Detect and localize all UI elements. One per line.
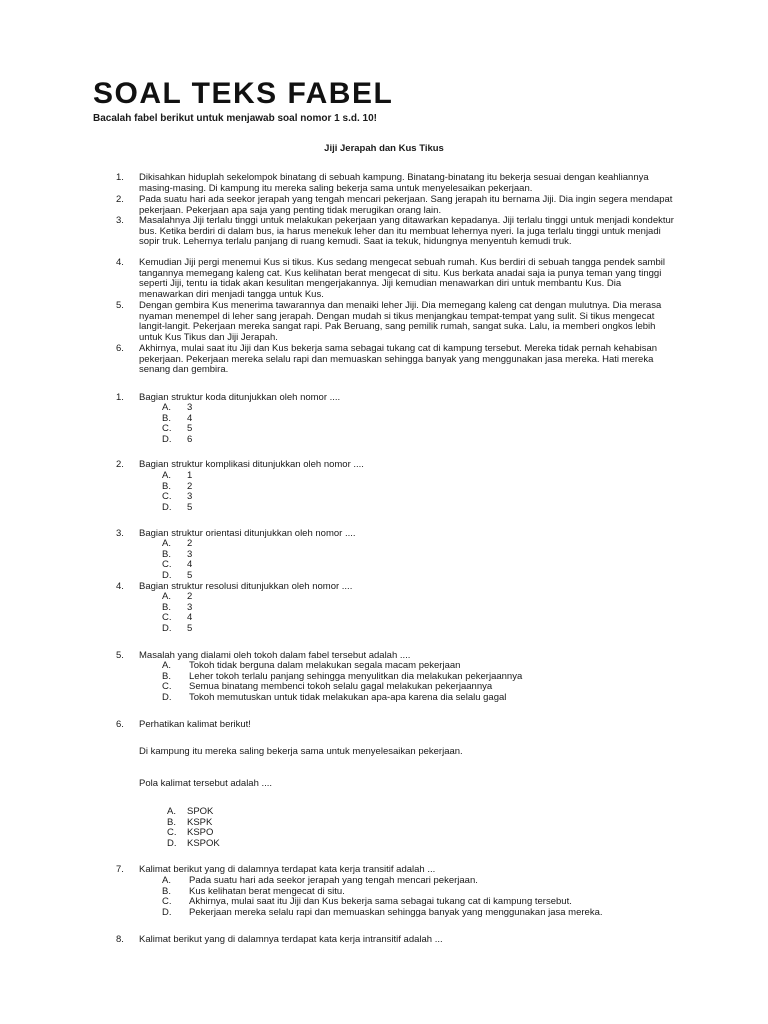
story-paragraph bbox=[116, 258, 676, 301]
option-text: Pekerjaan mereka selalu rapi dan memuaskan sehingga banyak yang menggunakan jasa mereka. bbox=[189, 907, 603, 919]
option bbox=[162, 908, 603, 919]
question-number: 8. bbox=[116, 934, 124, 945]
option-letter: C. bbox=[162, 423, 172, 435]
question bbox=[116, 529, 356, 540]
question-number: 5. bbox=[116, 650, 124, 661]
option bbox=[162, 624, 192, 635]
paragraph-number: 4. bbox=[116, 257, 124, 268]
option-text: 5 bbox=[187, 502, 193, 514]
option-letter: A. bbox=[162, 470, 171, 481]
paragraph-text: Kemudian Jiji pergi menemui Kus si tikus. Kus sedang mengecat sebuah rumah. Kus berdiri di sebuah tangga pendek sambil tangannya memegang kaleng cat. Kus kelihatan berat mengecat di situ. Kus berkata anadai saja ia punya teman yang tinggi seperti Jiji, tentu ia tidak akan kesulitan mengerjakannya. Jiji kemudian menawarkan diri untuk membantu Kus. Dia menawarkan diri menjadi tangga untuk Kus. bbox=[139, 257, 665, 301]
option-text: 5 bbox=[187, 423, 193, 435]
option-text: 4 bbox=[187, 559, 193, 571]
question-text: Masalah yang dialami oleh tokoh dalam fabel tersebut adalah .... bbox=[139, 650, 411, 661]
paragraph-text: Pada suatu hari ada seekor jerapah yang tengah mencari pekerjaan. Sang jerapah itu bernama Jiji. Dia ingin segera mendapat pekerjaan. Pekerjaan apa saja yang penting tidak merugikan orang lain. bbox=[139, 194, 673, 216]
question-text: Perhatikan kalimat berikut! bbox=[139, 719, 251, 730]
option-text: KSPOK bbox=[187, 838, 220, 850]
option-letter: A. bbox=[162, 591, 171, 602]
option-list bbox=[162, 876, 603, 919]
option-letter: C. bbox=[162, 896, 172, 908]
question-text: Kalimat berikut yang di dalamnya terdapat kata kerja transitif adalah ... bbox=[139, 864, 436, 875]
question bbox=[116, 460, 364, 471]
option-letter: C. bbox=[162, 559, 172, 571]
paragraph-number: 1. bbox=[116, 172, 124, 183]
option-text: Akhirnya, mulai saat itu Jiji dan Kus bekerja sama sebagai tukang cat di kampung tersebut. bbox=[189, 896, 572, 908]
story-paragraph bbox=[116, 301, 676, 344]
question-text: Bagian struktur orientasi ditunjukkan oleh nomor .... bbox=[139, 528, 356, 539]
option-list bbox=[162, 592, 192, 635]
option-text: 1 bbox=[187, 470, 193, 481]
page-title: SOAL TEKS FABEL bbox=[93, 77, 394, 110]
option-letter: D. bbox=[162, 623, 172, 635]
option bbox=[167, 839, 220, 850]
example-sentence: Di kampung itu mereka saling bekerja sama untuk menyelesaikan pekerjaan. bbox=[139, 746, 463, 757]
story-paragraph bbox=[116, 195, 676, 216]
option-text: 3 bbox=[187, 548, 193, 560]
option-list bbox=[162, 403, 192, 446]
option-text: 2 bbox=[187, 480, 193, 492]
option-text: 4 bbox=[187, 612, 193, 624]
option-letter: B. bbox=[162, 670, 171, 682]
option-text: 5 bbox=[187, 623, 193, 635]
option-letter: D. bbox=[162, 570, 172, 582]
option-list bbox=[162, 661, 522, 704]
option-letter: D. bbox=[162, 502, 172, 514]
option-text: 3 bbox=[187, 491, 193, 503]
story-paragraph bbox=[116, 344, 676, 376]
option-letter: A. bbox=[167, 806, 176, 817]
option-list bbox=[162, 471, 192, 514]
option-text: Semua binatang membenci tokoh selalu gagal melakukan pekerjaannya bbox=[189, 681, 493, 693]
question bbox=[116, 720, 251, 731]
question-number: 6. bbox=[116, 719, 124, 730]
option bbox=[162, 435, 192, 446]
paragraph-text: Dikisahkan hiduplah sekelompok binatang di sebuah kampung. Binatang-binatang itu bekerja sesuai dengan keahliannya masing-masing. Di kampung itu mereka saling bekerja sama untuk menyelesaikan pekerjaan. bbox=[139, 172, 649, 194]
option-list bbox=[162, 539, 192, 582]
question-text: Bagian struktur komplikasi ditunjukkan oleh nomor .... bbox=[139, 459, 364, 470]
option-letter: D. bbox=[162, 907, 172, 919]
option-letter: B. bbox=[162, 601, 171, 613]
question bbox=[116, 582, 352, 593]
paragraph-number: 6. bbox=[116, 343, 124, 354]
option-letter: A. bbox=[162, 402, 171, 413]
option-letter: D. bbox=[162, 434, 172, 446]
paragraph-text: Dengan gembira Kus menerima tawarannya dan menaiki leher Jiji. Dia memegang kaleng cat dengan mulutnya. Dia merasa nyaman menempel di leher sang jerapah. Dengan mudah si tikus menjangkau tempat-tempat yang sulit. Si tikus mengecat langit-langit. Pekerjaan mereka sangat rapi. Pak Beruang, sang pemilik rumah, sangat suka. Lalu, ia memberi ongkos lebih untuk Kus Tikus dan Jiji Jerapah. bbox=[139, 300, 662, 344]
paragraph-text: Akhirnya, mulai saat itu Jiji dan Kus bekerja sama sebagai tukang cat di kampung tersebut. Mereka tidak pernah kehabisan pekerjaan. Pekerjaan mereka selalu rapi dan memuaskan sehingga banyak yang menggunakan jasa mereka. Hati mereka senang dan gembira. bbox=[139, 343, 658, 376]
question-number: 7. bbox=[116, 864, 124, 875]
question-number: 1. bbox=[116, 392, 124, 403]
option-text: 6 bbox=[187, 434, 193, 446]
option-text: KSPK bbox=[187, 816, 213, 828]
option-text: KSPO bbox=[187, 827, 214, 839]
option-letter: B. bbox=[162, 548, 171, 560]
option-letter: C. bbox=[162, 681, 172, 693]
option-text: Kus kelihatan berat mengecat di situ. bbox=[189, 885, 345, 897]
option-letter: B. bbox=[162, 885, 171, 897]
question-text: Bagian struktur koda ditunjukkan oleh nomor .... bbox=[139, 392, 341, 403]
option-letter: C. bbox=[162, 612, 172, 624]
option-text: Pada suatu hari ada seekor jerapah yang tengah mencari pekerjaan. bbox=[189, 875, 478, 886]
story-paragraph bbox=[116, 216, 676, 248]
option-text: 5 bbox=[187, 570, 193, 582]
option-text: 4 bbox=[187, 412, 193, 424]
paragraph-number: 3. bbox=[116, 215, 124, 226]
question-number: 3. bbox=[116, 528, 124, 539]
question-number: 2. bbox=[116, 459, 124, 470]
paragraph-text: Masalahnya Jiji terlalu tinggi untuk melakukan pekerjaan yang ditawarkan kepadanya. Jiji terlalu tinggi untuk menjadi kondektur bus. Ketika berdiri di dalam bus, ia harus menekuk leher dan itu membuat lehernya nyeri. Ia juga terlalu tinggi untuk menjadi sopir truk. Lehernya terlalu panjang di ruang kemudi. Saat ia tekuk, hidungnya menyentuh kemudi truk. bbox=[139, 215, 674, 248]
option-letter: B. bbox=[162, 412, 171, 424]
paragraph-number: 5. bbox=[116, 300, 124, 311]
question-prompt: Pola kalimat tersebut adalah .... bbox=[139, 778, 273, 789]
option-text: Tokoh memutuskan untuk tidak melakukan apa-apa karena dia selalu gagal bbox=[189, 692, 507, 704]
question-number: 4. bbox=[116, 581, 124, 592]
option-text: 3 bbox=[187, 601, 193, 613]
option-letter: C. bbox=[162, 491, 172, 503]
option-letter: B. bbox=[167, 816, 176, 828]
question bbox=[116, 935, 443, 946]
option-text: Leher tokoh terlalu panjang sehingga menyulitkan dia melakukan pekerjaannya bbox=[189, 670, 523, 682]
option-letter: A. bbox=[162, 660, 171, 671]
question-text: Bagian struktur resolusi ditunjukkan oleh nomor .... bbox=[139, 581, 353, 592]
option-text: Tokoh tidak berguna dalam melakukan segala macam pekerjaan bbox=[189, 660, 461, 671]
option-letter: A. bbox=[162, 875, 171, 886]
instruction: Bacalah fabel berikut untuk menjawab soal nomor 1 s.d. 10! bbox=[93, 113, 377, 124]
option-text: 2 bbox=[187, 591, 193, 602]
story-title: Jiji Jerapah dan Kus Tikus bbox=[324, 143, 444, 154]
option-letter: C. bbox=[167, 827, 177, 839]
story-paragraph bbox=[116, 173, 676, 194]
option-letter: A. bbox=[162, 538, 171, 549]
option-list bbox=[167, 807, 220, 850]
option bbox=[162, 693, 522, 704]
option-text: 2 bbox=[187, 538, 193, 549]
question-text: Kalimat berikut yang di dalamnya terdapat kata kerja intransitif adalah ... bbox=[139, 934, 443, 945]
option-text: 3 bbox=[187, 402, 193, 413]
option-text: SPOK bbox=[187, 806, 214, 817]
option-letter: D. bbox=[167, 838, 177, 850]
option-letter: D. bbox=[162, 692, 172, 704]
option-letter: B. bbox=[162, 480, 171, 492]
question bbox=[116, 393, 340, 404]
option bbox=[162, 503, 192, 514]
paragraph-number: 2. bbox=[116, 194, 124, 205]
